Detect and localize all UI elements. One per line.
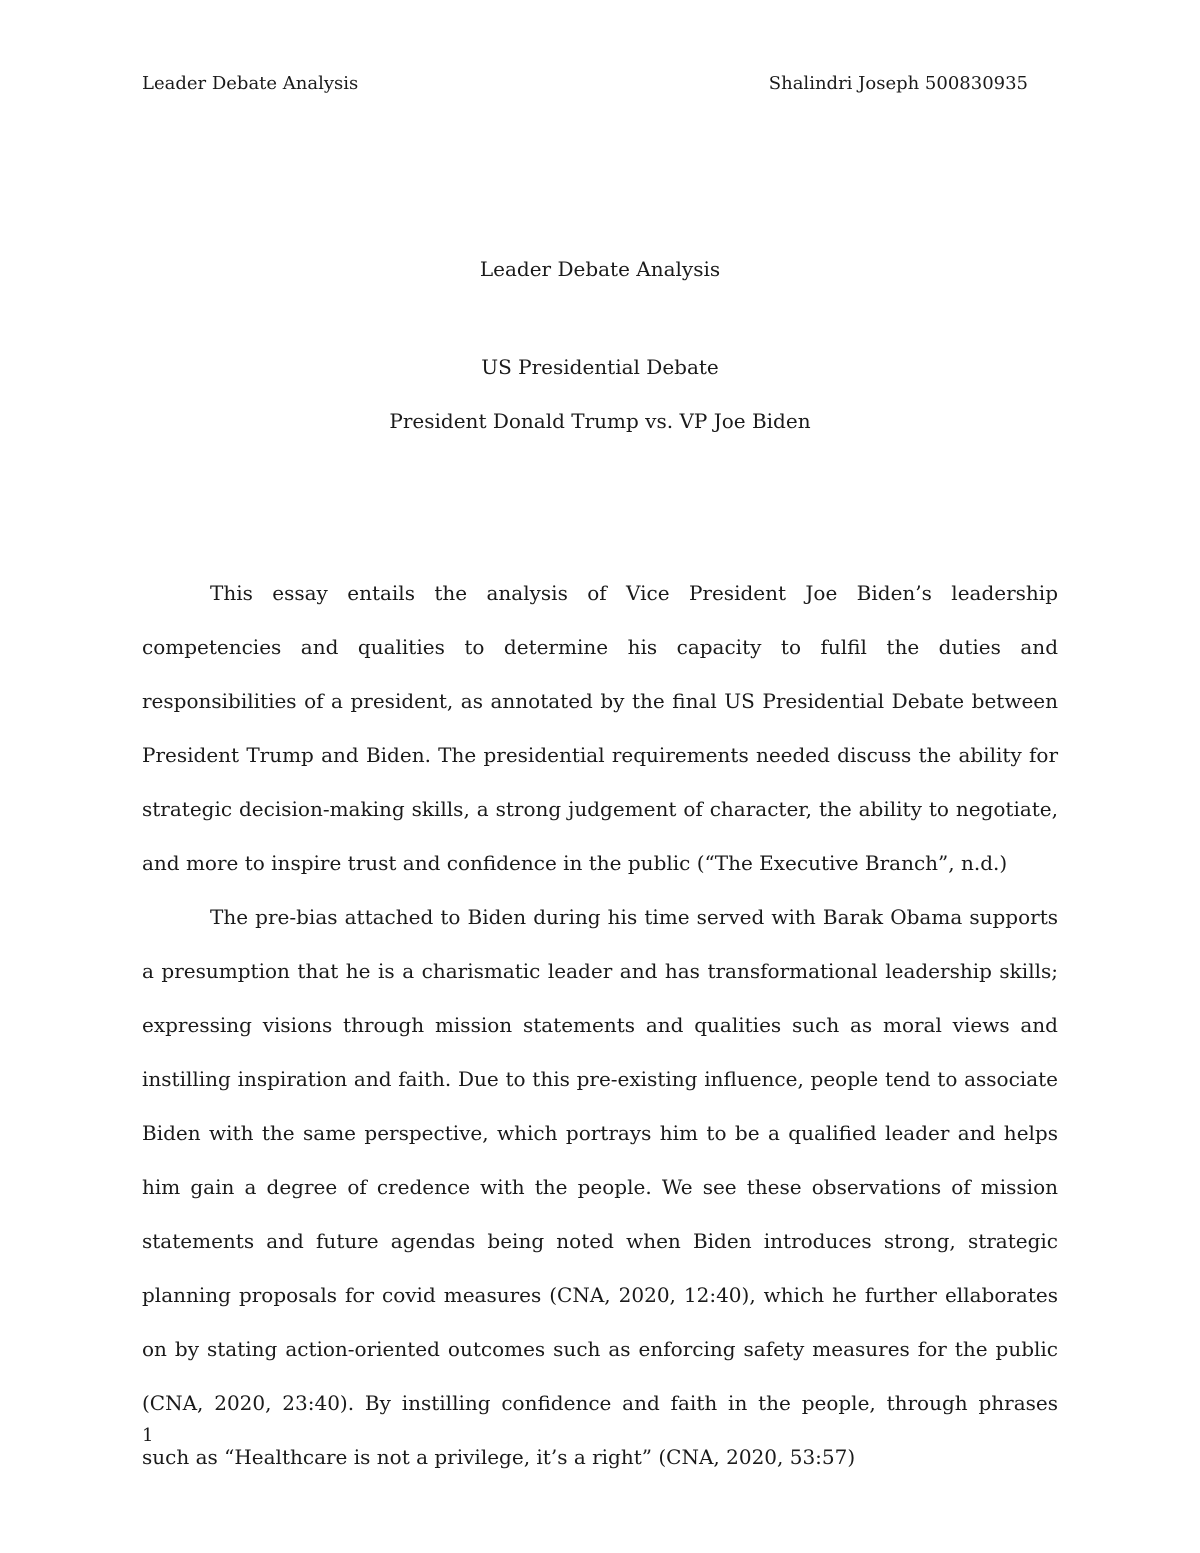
header-title: Leader Debate Analysis: [142, 73, 359, 94]
page-number: 1: [142, 1425, 154, 1446]
document-subtitle-debate: US Presidential Debate: [481, 355, 719, 379]
paragraph-intro: This essay entails the analysis of Vice President Joe Biden’s leadership competencies and qualities to determine his capacity to fulfil the duties and responsibilities of a president, as annotated by the final US Presidential Debate between President Trump and Biden. The presidential requirements needed discuss the ability for strategic decision-making skills, a strong judgement of character, the ability to negotiate, and more to inspire trust and confidence in the public (“The Executive Branch”, n.d.): [142, 581, 1058, 875]
paragraph-pre-bias: The pre-bias attached to Biden during his time served with Barak Obama supports a presumption that he is a charismatic leader and has transformational leadership skills; expressing visions through mission statements and qualities such as moral views and instilling inspiration and faith. Due to this pre-existing influence, people tend to associate Biden with the same perspective, which portrays him to be a qualified leader and helps him gain a degree of credence with the people. We see these observations of mission statements and future agendas being noted when Biden introduces strong, strategic planning proposals for covid measures (CNA, 2020, 12:40), which he further ellaborates on by stating action-oriented outcomes such as enforcing safety measures for the public (CNA, 2020, 23:40). By instilling confidence and faith in the people, through phrases such as “Healthcare is not a privilege, it’s a right” (CNA, 2020, 53:57): [142, 905, 1058, 1469]
document-title: Leader Debate Analysis: [479, 257, 721, 281]
essay-body: [142, 566, 1058, 1484]
header-author: Shalindri Joseph 500830935: [768, 73, 1028, 94]
document-subtitle-candidates: President Donald Trump vs. VP Joe Biden: [389, 409, 811, 433]
